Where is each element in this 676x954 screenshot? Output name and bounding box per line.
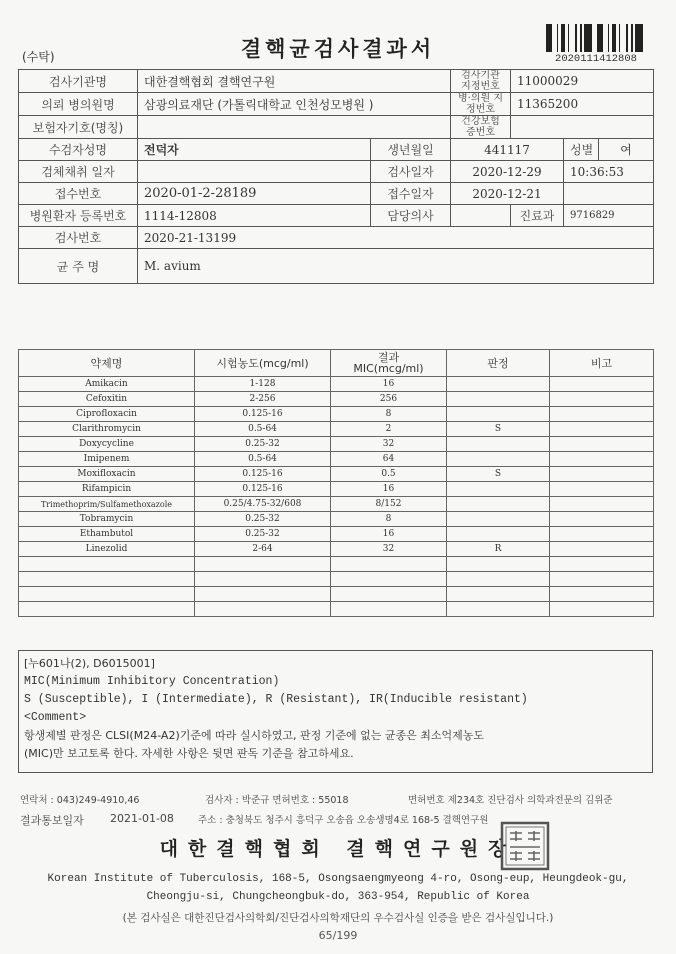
organism-label: 균 주 명 <box>19 249 138 284</box>
contact-info: 연락처 : 043)249-4910,46 <box>20 795 140 806</box>
hospital-value: 삼광의료재단 (가톨릭대학교 인천성모병원 ) <box>138 93 451 116</box>
drug-row <box>19 572 654 587</box>
drug-cell-remark <box>550 587 654 602</box>
drug-cell-drug: Ciprofloxacin <box>19 407 195 422</box>
approver-info: 면허번호 제234호 진단검사 의학과전문의 김위준 <box>408 795 613 806</box>
drug-cell-range <box>195 602 331 617</box>
drug-susceptibility-table <box>18 349 654 617</box>
drug-cell-remark <box>550 542 654 557</box>
birth-value: 441117 <box>451 139 564 161</box>
birth-label: 생년월일 <box>371 139 451 161</box>
drug-cell-interp <box>447 527 550 542</box>
hosp-code-value: 11365200 <box>511 93 654 116</box>
accession-label: 접수번호 <box>19 183 138 205</box>
drug-cell-interp <box>447 407 550 422</box>
notes-code: [누601나(2), D6015001] <box>24 657 155 670</box>
drug-cell-drug: Linezolid <box>19 542 195 557</box>
drug-cell-remark <box>550 437 654 452</box>
empty-cell <box>564 183 654 205</box>
institution-label: 검사기관명 <box>19 70 138 93</box>
drug-row <box>19 557 654 572</box>
notes-comment-2: (MIC)만 보고토록 한다. 자세한 사항은 뒷면 판독 기준을 참고하세요. <box>24 747 354 760</box>
col-remark: 비고 <box>550 350 654 377</box>
drug-cell-remark <box>550 497 654 512</box>
notes-mic-definition: MIC(Minimum Inhibitory Concentration) <box>24 675 280 688</box>
address-en-line2: Cheongju-si, Chungcheongbuk-do, 363-954, Republic of Korea <box>146 891 530 903</box>
drug-cell-mic <box>331 602 447 617</box>
drug-row <box>19 437 654 452</box>
col-interp: 판정 <box>447 350 550 377</box>
address-kr: 주소 : 충청북도 청주시 흥덕구 오송읍 오송생명4로 168-5 결핵연구원 <box>198 815 489 826</box>
inst-code-label: 검사기관 지정번호 <box>451 70 511 93</box>
col-mic-top: 결과 <box>377 351 400 364</box>
drug-row <box>19 482 654 497</box>
drug-cell-range: 0.125-16 <box>195 467 331 482</box>
drug-cell-range: 0.25-32 <box>195 512 331 527</box>
drug-row <box>19 527 654 542</box>
inst-code-value: 11000029 <box>511 70 654 93</box>
drug-cell-mic: 32 <box>331 542 447 557</box>
insurance-label: 보험자기호(명칭) <box>19 116 138 139</box>
page-number: 65/199 <box>318 929 358 942</box>
drug-cell-drug: Doxycycline <box>19 437 195 452</box>
drug-cell-interp <box>447 437 550 452</box>
notes-box <box>18 650 653 773</box>
drug-cell-drug: Imipenem <box>19 452 195 467</box>
drug-cell-interp <box>447 482 550 497</box>
drug-cell-mic: 8 <box>331 512 447 527</box>
received-label: 접수일자 <box>371 183 451 205</box>
sex-label: 성별 <box>564 139 599 161</box>
drug-row <box>19 422 654 437</box>
notes-legend: S (Susceptible), I (Intermediate), R (Resistant), IR(Inducible resistant) <box>24 693 528 706</box>
drug-cell-mic: 0.5 <box>331 467 447 482</box>
drug-row <box>19 377 654 392</box>
drug-row <box>19 392 654 407</box>
drug-cell-remark <box>550 527 654 542</box>
document-title: 결핵균검사결과서 <box>240 37 436 61</box>
drug-row <box>19 602 654 617</box>
health-card-label: 건강보험 증번호 <box>451 116 511 139</box>
drug-cell-range: 0.25/4.75-32/608 <box>195 497 331 512</box>
drug-cell-remark <box>550 512 654 527</box>
drug-cell-drug: Amikacin <box>19 377 195 392</box>
drug-cell-mic: 16 <box>331 527 447 542</box>
drug-cell-interp <box>447 587 550 602</box>
address-en-line1: Korean Institute of Tuberculosis, 168-5, Osongsaengmyeong 4-ro, Osong-eup, Heungdeok-gu, <box>47 873 629 885</box>
drug-cell-drug <box>19 587 195 602</box>
drug-cell-drug: Ethambutol <box>19 527 195 542</box>
col-mic-bottom: MIC(mcg/ml) <box>353 362 424 375</box>
doctor-label: 담당의사 <box>371 205 451 227</box>
notes-comment-1: 항생제별 판정은 CLSI(M24-A2)기준에 따라 실시하였고, 판정 기준에 없는 균종은 최소억제농도 <box>24 729 484 742</box>
drug-cell-range: 0.125-16 <box>195 407 331 422</box>
col-mic <box>331 350 447 377</box>
received-value: 2020-12-21 <box>451 183 564 205</box>
drug-row <box>19 467 654 482</box>
drug-cell-interp <box>447 452 550 467</box>
drug-cell-mic: 16 <box>331 482 447 497</box>
certification-note: (본 검사실은 대한진단검사의학회/진단검사의학재단의 우수검사실 인증을 받은 검사실입니다.) <box>122 912 554 924</box>
drug-cell-interp <box>447 557 550 572</box>
drug-cell-mic: 64 <box>331 452 447 467</box>
test-date-value: 2020-12-29 <box>451 161 564 183</box>
drug-row <box>19 497 654 512</box>
drug-row <box>19 542 654 557</box>
drug-cell-remark <box>550 482 654 497</box>
drug-row <box>19 512 654 527</box>
patient-label: 수검자성명 <box>19 139 138 161</box>
drug-cell-range: 0.25-32 <box>195 437 331 452</box>
sex-value: 여 <box>599 139 654 161</box>
drug-cell-drug: Rifampicin <box>19 482 195 497</box>
barcode-icon <box>546 24 646 52</box>
drug-cell-range: 0.5-64 <box>195 422 331 437</box>
drug-cell-range: 2-64 <box>195 542 331 557</box>
drug-cell-drug: Cefoxitin <box>19 392 195 407</box>
reg-value: 1114-12808 <box>138 205 371 227</box>
drug-cell-drug: Trimethoprim/Sulfamethoxazole <box>19 497 195 512</box>
drug-cell-interp: R <box>447 542 550 557</box>
health-card-value <box>511 116 654 139</box>
exam-no-label: 검사번호 <box>19 227 138 249</box>
drug-cell-drug: Moxifloxacin <box>19 467 195 482</box>
drug-cell-remark <box>550 392 654 407</box>
drug-cell-interp <box>447 602 550 617</box>
drug-cell-remark <box>550 377 654 392</box>
report-date-value: 2021-01-08 <box>110 812 174 825</box>
exam-no-value: 2020-21-13199 <box>138 227 654 249</box>
patient-value: 전덕자 <box>138 139 371 161</box>
hosp-code-label: 병·의원 지정번호 <box>451 93 511 116</box>
notes-comment-label: <Comment> <box>24 711 87 724</box>
drug-cell-drug: Tobramycin <box>19 512 195 527</box>
drug-cell-interp <box>447 497 550 512</box>
drug-cell-drug <box>19 557 195 572</box>
organization-name: 대한결핵협회 결핵연구원장 <box>159 838 517 860</box>
collect-value <box>138 161 371 183</box>
hospital-label: 의뢰 병의원명 <box>19 93 138 116</box>
drug-cell-interp <box>447 512 550 527</box>
dept-value: 9716829 <box>564 205 654 227</box>
insurance-value <box>138 116 451 139</box>
test-time-value: 10:36:53 <box>564 161 654 183</box>
tester-info: 검사자 : 박준규 면허번호 : 55018 <box>205 795 349 806</box>
drug-cell-interp <box>447 392 550 407</box>
drug-cell-remark <box>550 602 654 617</box>
drug-cell-interp <box>447 377 550 392</box>
drug-cell-mic <box>331 557 447 572</box>
drug-cell-interp: S <box>447 467 550 482</box>
drug-cell-remark <box>550 572 654 587</box>
drug-cell-range <box>195 572 331 587</box>
accession-value: 2020-01-2-28189 <box>138 183 371 205</box>
drug-row <box>19 587 654 602</box>
doctor-value <box>451 205 511 227</box>
col-range: 시험농도(mcg/ml) <box>195 350 331 377</box>
drug-cell-range <box>195 587 331 602</box>
drug-cell-range: 0.125-16 <box>195 482 331 497</box>
report-date-label: 결과통보일자 <box>20 814 84 827</box>
institution-value: 대한결핵협회 결핵연구원 <box>138 70 451 93</box>
drug-cell-remark <box>550 452 654 467</box>
drug-cell-remark <box>550 422 654 437</box>
drug-cell-remark <box>550 557 654 572</box>
drug-cell-range: 0.25-32 <box>195 527 331 542</box>
test-date-label: 검사일자 <box>371 161 451 183</box>
official-seal-icon <box>500 821 550 871</box>
drug-cell-range: 0.5-64 <box>195 452 331 467</box>
organism-value: M. avium <box>138 249 654 284</box>
reg-label: 병원환자 등록번호 <box>19 205 138 227</box>
drug-cell-mic: 16 <box>331 377 447 392</box>
receipt-label: (수탁) <box>22 50 55 64</box>
dept-label: 진료과 <box>511 205 564 227</box>
drug-cell-drug <box>19 572 195 587</box>
drug-cell-range: 1-128 <box>195 377 331 392</box>
drug-cell-mic <box>331 572 447 587</box>
drug-cell-mic: 2 <box>331 422 447 437</box>
drug-cell-mic: 256 <box>331 392 447 407</box>
drug-cell-interp: S <box>447 422 550 437</box>
drug-cell-mic: 8 <box>331 407 447 422</box>
collect-label: 검체채취 일자 <box>19 161 138 183</box>
barcode-number: 2020111412808 <box>555 53 637 65</box>
patient-info-table <box>18 69 654 284</box>
drug-cell-mic <box>331 587 447 602</box>
drug-cell-range <box>195 557 331 572</box>
drug-row <box>19 452 654 467</box>
drug-cell-remark <box>550 467 654 482</box>
drug-cell-drug: Clarithromycin <box>19 422 195 437</box>
drug-cell-remark <box>550 407 654 422</box>
col-drug: 약제명 <box>19 350 195 377</box>
drug-cell-mic: 32 <box>331 437 447 452</box>
drug-cell-range: 2-256 <box>195 392 331 407</box>
drug-cell-drug <box>19 602 195 617</box>
drug-cell-mic: 8/152 <box>331 497 447 512</box>
drug-cell-interp <box>447 572 550 587</box>
drug-row <box>19 407 654 422</box>
